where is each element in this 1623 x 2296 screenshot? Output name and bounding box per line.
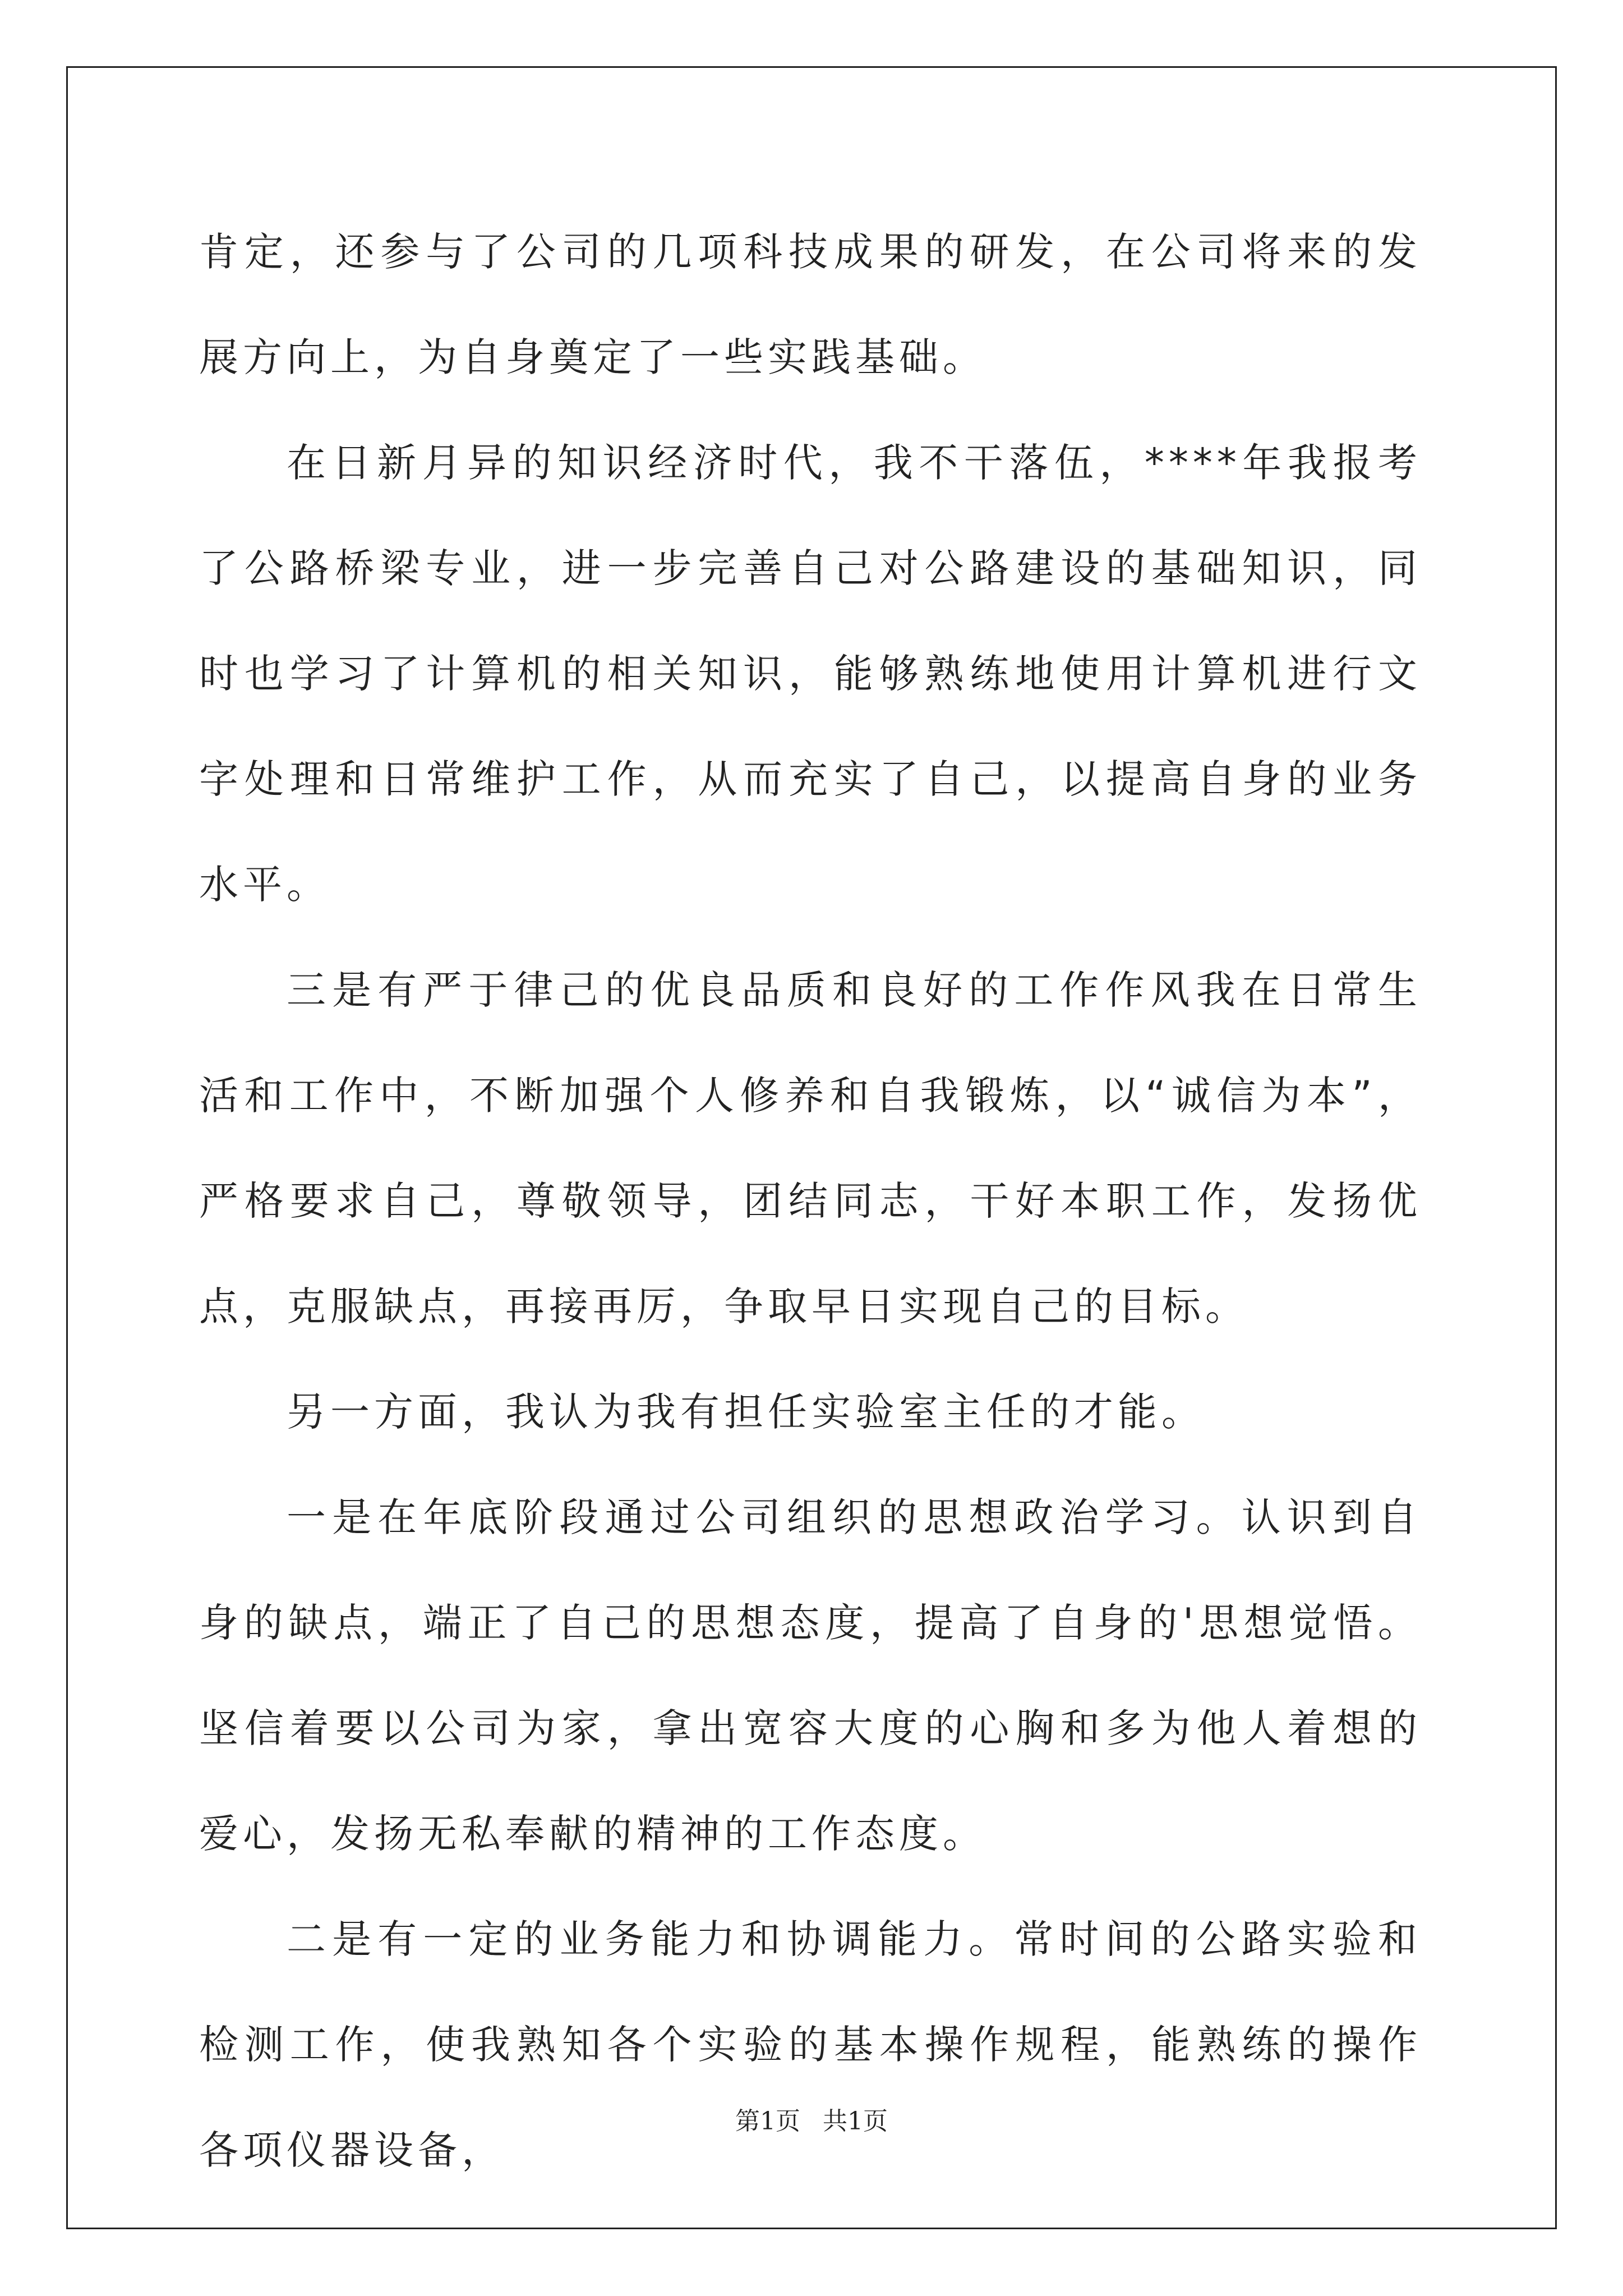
paragraph-6: 二是有一定的业务能力和协调能力。常时间的公路实验和检测工作，使我熟知各个实验的基本操作规程，能熟练的操作各项仪器设备，	[199, 1916, 1422, 2173]
page-number: 第1页	[735, 2107, 800, 2136]
paragraph-3: 三是有严于律己的优良品质和良好的工作作风我在日常生活和工作中，不断加强个人修养和自我锻炼，以“诚信为本”，严格要求自己，尊敬领导，团结同志，干好本职工作，发扬优点，克服缺点，再接再厉，争取早日实现自己的目标。	[199, 967, 1422, 1329]
page-total: 共1页	[823, 2107, 888, 2136]
paragraph-1: 肯定，还参与了公司的几项科技成果的研发，在公司将来的发展方向上，为自身奠定了一些实践基础。	[199, 229, 1422, 380]
page-footer	[0, 2101, 1623, 2137]
paragraph-5: 一是在年底阶段通过公司组织的思想政治学习。认识到自身的缺点，端正了自己的思想态度，提高了自身的'思想觉悟。坚信着要以公司为家，拿出宽容大度的心胸和多为他人着想的爱心，发扬无私奉献的精神的工作态度。	[199, 1494, 1422, 1857]
paragraph-4: 另一方面，我认为我有担任实验室主任的才能。	[287, 1389, 1205, 1435]
paragraph-2: 在日新月异的知识经济时代，我不干落伍，****年我报考了公路桥梁专业，进一步完善自己对公路建设的基础知识，同时也学习了计算机的相关知识，能够熟练地使用计算机进行文字处理和日常维护工作，从而充实了自己，以提高自身的业务水平。	[199, 440, 1422, 908]
document-body	[199, 199, 1422, 2203]
